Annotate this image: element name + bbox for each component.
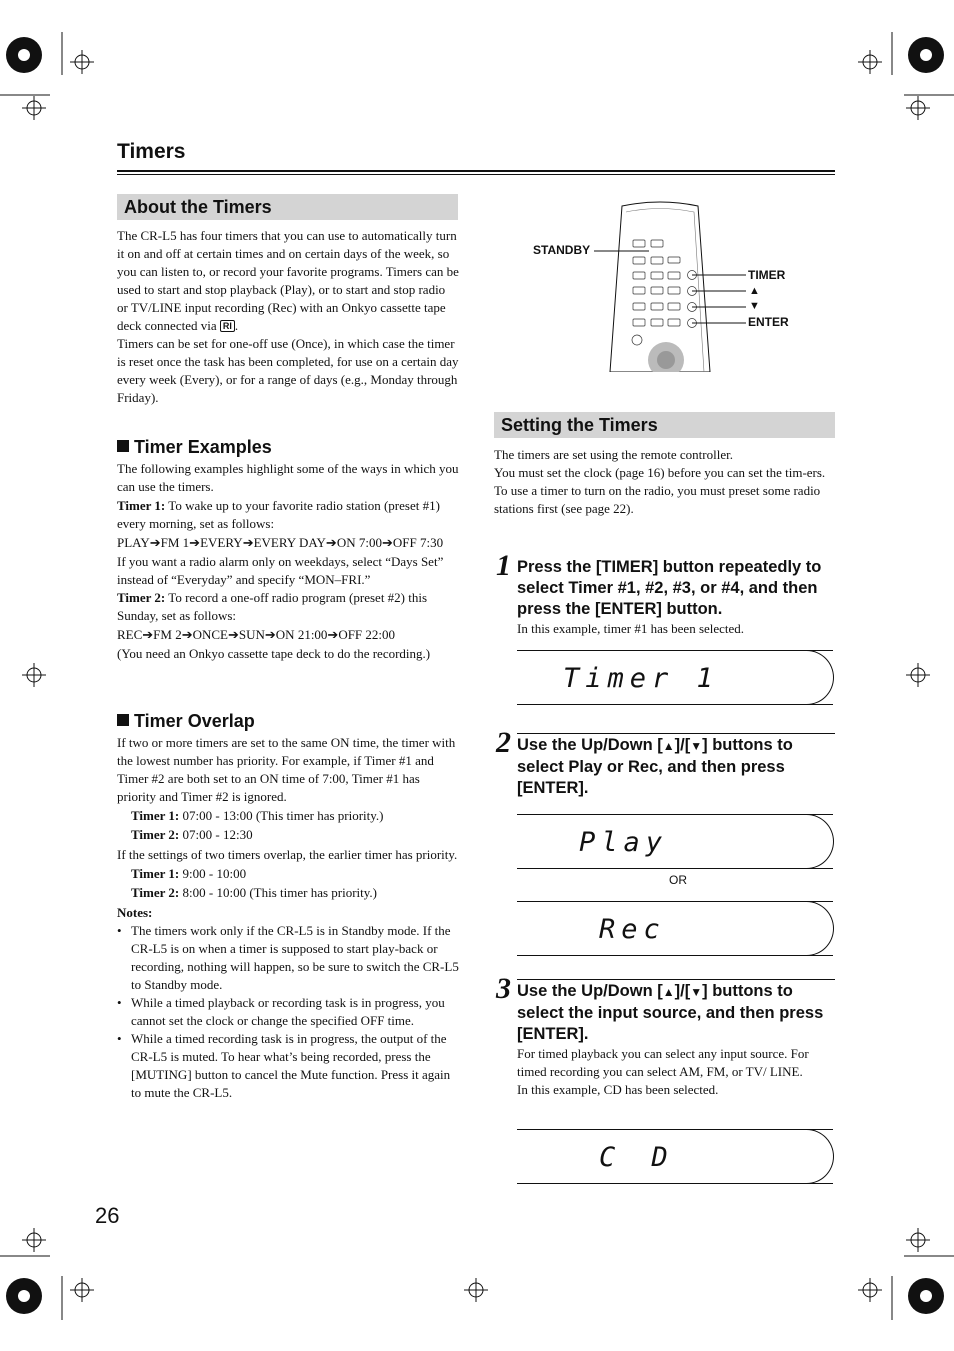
step-3-text-b: ]/[ [674, 982, 691, 1000]
note-item: • While a timed playback or recording task is in progress, you cannot set the clock or change the specified OFF time. [117, 994, 459, 1030]
step-2-text-b: ]/[ [674, 736, 691, 754]
setting-intro1: The timers are set using the remote controller. [494, 447, 733, 462]
overlap-intro: If two or more timers are set to the same ON time, the timer with the lowest number has priority. For example, if Timer #1 and Timer #2 are both set to an ON time of 7:00, Timer #1 has priority and Timer #2 is ignored. [117, 735, 456, 804]
overlap-ex2-timer2-label: Timer 2: [131, 885, 180, 900]
example-timer1-label: Timer 1: [117, 498, 166, 513]
example-timer1-note: If you want a radio alarm only on weekdays, select “Days Set” instead of “Everyday” and specify “MON–FRI.” [117, 554, 444, 587]
remote-timer-label: TIMER [748, 268, 786, 282]
step-1-number: 1 [496, 549, 511, 582]
about-para2: Timers can be set for one-off use (Once), in which case the timer is reset once the task has been completed, for use on a certain day every week (Every), or for a range of days (e.g., Monday through Friday). [117, 336, 459, 405]
notes-label: Notes: [117, 905, 153, 920]
timer-examples-body [117, 460, 459, 663]
setting-timers-heading: Setting the Timers [494, 412, 835, 438]
lcd-display-text: Play [579, 827, 669, 858]
examples-intro: The following examples highlight some of the ways in which you can use the timers. [117, 461, 459, 494]
square-bullet-icon [117, 714, 129, 726]
notes-list [117, 922, 459, 1102]
step-2-number: 2 [496, 726, 511, 759]
timer-overlap-heading-text: Timer Overlap [134, 711, 255, 731]
lcd-display-cd [517, 1129, 833, 1184]
about-para1-text: The CR-L5 has four timers that you can use to automatically turn it on and off at certain times and on certain days of the week, so you can listen to, or record your favorite programs. Timers can be used to start and stop playback (Play), or to start and stop radio or TV/LINE input recording (Rec) with an Onkyo cassette tape deck connected via [117, 228, 459, 333]
lcd-display-text: C D [599, 1142, 678, 1173]
timer-examples-heading-text: Timer Examples [134, 437, 272, 457]
overlap-ex2-timer2-value: 8:00 - 10:00 (This timer has priority.) [179, 885, 378, 900]
overlap-ex1-timer2-label: Timer 2: [131, 827, 180, 842]
page-number: 26 [95, 1203, 120, 1228]
square-bullet-icon [117, 440, 129, 452]
title-rule-thin [117, 174, 835, 175]
setting-intro2: You must set the clock (page 16) before you can set the tim-ers. [494, 465, 826, 480]
overlap-mid: If the settings of two timers overlap, the earlier timer has priority. [117, 847, 458, 862]
up-arrow-icon: ▲ [662, 985, 675, 999]
overlap-ex2-timer1-label: Timer 1: [131, 866, 180, 881]
example-timer1-text: To wake up to your favorite radio station (preset #1) every morning, set as follows: [117, 498, 440, 531]
overlap-ex1-timer1 [117, 807, 459, 825]
up-arrow-icon: ▲ [662, 739, 675, 753]
step-2-rule [517, 733, 835, 734]
lcd-display-timer1 [517, 650, 833, 705]
remote-enter-label: ENTER [748, 315, 789, 329]
example-timer2 [117, 589, 459, 625]
note-item: • While a timed recording task is in progress, the output of the CR-L5 is muted. To hear what’s being recorded, press the [MUTING] button to cancel the Mute function. Press it again to mute the CR-L5. [117, 1030, 459, 1102]
down-arrow-icon: ▼ [690, 739, 703, 753]
remote-down-label: ▼ [749, 300, 760, 312]
step-2-text-a: Use the Up/Down [ [517, 736, 663, 754]
example-timer1 [117, 497, 459, 533]
title-rule [117, 170, 835, 172]
overlap-ex2-timer2 [117, 884, 459, 902]
timer-overlap-body [117, 734, 459, 1102]
step-3-rule [517, 979, 835, 980]
lcd-display-play [517, 814, 833, 869]
step-3-text-a: Use the Up/Down [ [517, 982, 663, 1000]
example-timer1-sequence: PLAY➔FM 1➔EVERY➔EVERY DAY➔ON 7:00➔OFF 7:30 [117, 535, 444, 550]
setting-timers-intro [494, 446, 836, 518]
ri-logo: RI [220, 320, 235, 332]
about-para1 [117, 227, 459, 335]
example-timer2-sequence: REC➔FM 2➔ONCE➔SUN➔ON 21:00➔OFF 22:00 [117, 627, 396, 642]
example-timer2-text: To record a one-off radio program (preset #2) this Sunday, set as follows: [117, 590, 428, 623]
example-timer2-note: (You need an Onkyo cassette tape deck to do the recording.) [117, 646, 431, 661]
overlap-ex1-timer1-label: Timer 1: [131, 808, 180, 823]
or-label: OR [669, 873, 687, 887]
step-2-text [517, 735, 835, 799]
step-3-subtext [517, 1045, 835, 1099]
overlap-ex1-timer1-value: 07:00 - 13:00 (This timer has priority.) [179, 808, 384, 823]
timer-overlap-heading [117, 711, 255, 732]
setting-intro3: To use a timer to turn on the radio, you must preset some radio stations first (see page 22). [494, 483, 821, 516]
lcd-display-rec [517, 901, 833, 956]
remote-up-label: ▲ [749, 285, 760, 297]
step-3-number: 3 [496, 972, 511, 1005]
lcd-display-text: Timer 1 [563, 663, 719, 694]
step-3-text-c: ] buttons to select the input source, and then press [ENTER]. [517, 982, 824, 1043]
about-para1-end: . [234, 318, 239, 333]
example-timer2-label: Timer 2: [117, 590, 166, 605]
step-3-sub2: In this example, CD has been selected. [517, 1082, 719, 1097]
overlap-ex2-timer1 [117, 865, 459, 883]
note-item: • The timers work only if the CR-L5 is in Standby mode. If the CR-L5 is on when a timer is supposed to start play-back or recording, nothing will happen, so be sure to switch the CR-L5 to Standby mode. [117, 922, 459, 994]
step-1-text: Press the [TIMER] button repeatedly to select Timer #1, #2, #3, or #4, and then press the [ENTER] button. [517, 558, 822, 618]
timer-examples-heading [117, 437, 272, 458]
overlap-ex1-timer2 [117, 826, 459, 844]
lcd-display-text: Rec [599, 914, 666, 945]
remote-leader-lines [594, 245, 754, 335]
step-3-text [517, 981, 835, 1045]
remote-standby-label: STANDBY [533, 243, 591, 257]
step-2-text-c: ] buttons to select Play or Rec, and then press [ENTER]. [517, 736, 793, 797]
down-arrow-icon: ▼ [690, 985, 703, 999]
about-timers-body [117, 227, 459, 407]
step-3-sub1: For timed playback you can select any input source. For timed recording you can select AM, FM, or TV/ LINE. [517, 1046, 809, 1079]
page-title: Timers [117, 140, 186, 163]
step-1-subtext: In this example, timer #1 has been selected. [517, 621, 745, 636]
overlap-ex2-timer1-value: 9:00 - 10:00 [179, 866, 247, 881]
overlap-ex1-timer2-value: 07:00 - 12:30 [179, 827, 253, 842]
about-timers-heading: About the Timers [117, 194, 458, 220]
